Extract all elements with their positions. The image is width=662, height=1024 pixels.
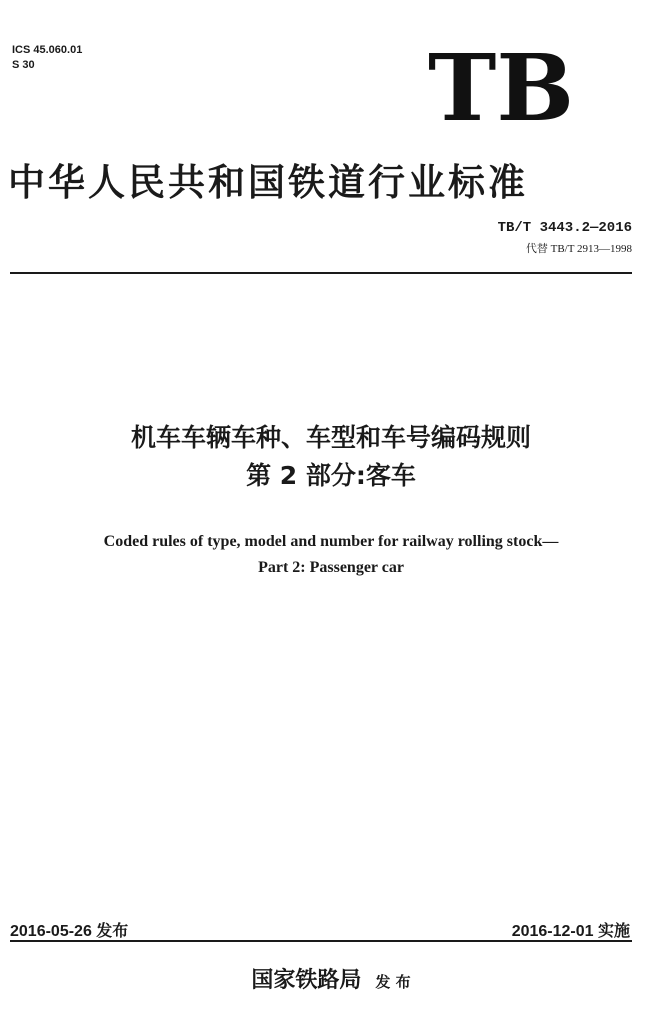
ccs-code: S 30	[12, 59, 35, 71]
footer-divider	[10, 940, 632, 942]
publish-date: 2016-05-26	[10, 923, 92, 940]
title-en-line1: Coded rules of type, model and number for railway rolling stock—	[103, 533, 559, 550]
effective-date: 2016-12-01	[511, 923, 594, 940]
ics-code: ICS 45.060.01	[12, 44, 83, 56]
title-cn-line2: 第 2 部分:客车	[246, 461, 416, 490]
standard-code: TB/T 3443.2—2016	[497, 220, 632, 236]
header-divider	[10, 272, 632, 274]
replaces-note: 代替 TB/T 2913—1998	[525, 243, 632, 255]
tb-logo-text: TB	[428, 40, 574, 135]
issuer-block	[0, 963, 662, 994]
standard-code-block	[498, 220, 632, 256]
effective-label: 实施	[597, 923, 630, 940]
classification-block	[12, 43, 82, 73]
title-cn-line1: 机车车辆车种、车型和车号编码规则	[130, 423, 531, 452]
publish-label: 发布	[96, 923, 129, 940]
document-title-en	[0, 529, 662, 581]
title-en-line2: Part 2: Passenger car	[258, 559, 404, 576]
issuer-name: 国家铁路局	[251, 967, 362, 993]
standard-title: 中华人民共和国铁道行业标准	[8, 160, 528, 204]
document-title-cn	[0, 419, 662, 495]
effective-date-block	[512, 918, 630, 941]
issuer-label: 发 布	[375, 973, 411, 991]
publish-date-block	[10, 918, 128, 941]
tb-logo	[426, 40, 576, 135]
